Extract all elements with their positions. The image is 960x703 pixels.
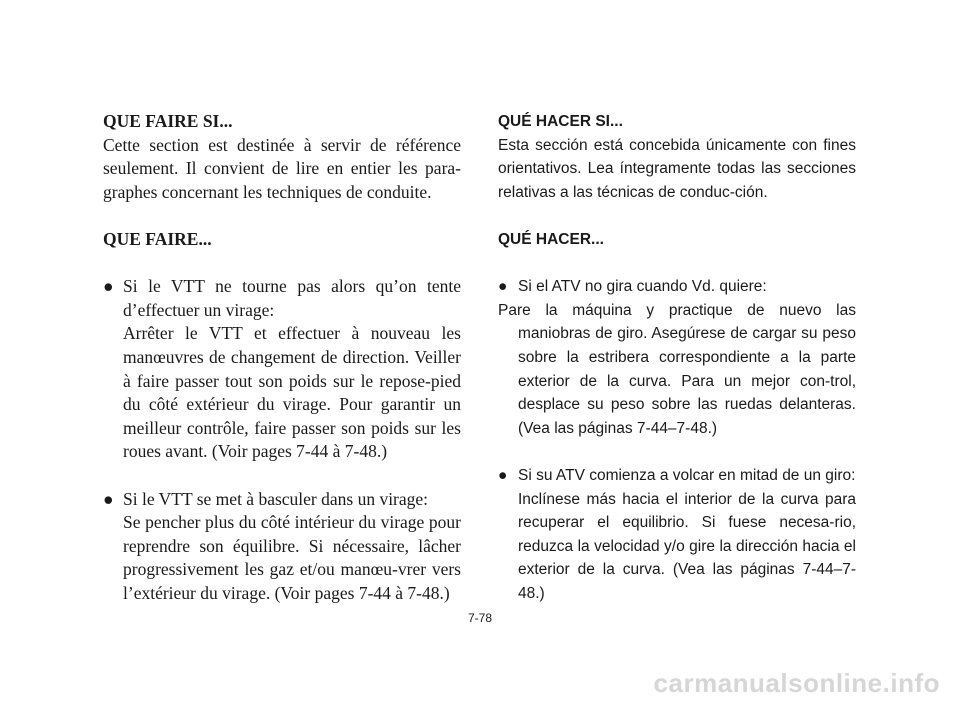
spanish-intro-paragraph: Esta sección está concebida únicamente con fines orientativos. Lea íntegramente todas las secciones relativas a las técnicas de conduc-ción. [498,136,856,201]
spanish-subheading: QUÉ HACER... [498,230,604,248]
page-number: 7-78 [467,611,493,625]
french-column [103,110,461,605]
french-bullet-text: Si le VTT ne tourne pas alors qu’on tente d’effectuer un virage: [123,276,461,320]
french-subheading: QUE FAIRE... [103,228,212,249]
spanish-section-heading: QUÉ HACER SI... [498,113,623,130]
spanish-column [498,110,856,605]
spanish-bullet-text: Si su ATV comienza a volcar en mitad de un giro: [518,466,856,484]
spanish-bullet-text: Si el ATV no gira cuando Vd. quiere: [518,278,767,296]
spanish-bullet-item [498,464,856,488]
french-bullet-body: Arrêter le VTT et effectuer à nouveau les manœuvres de changement de direction. Veiller à faire passer tout son poids sur le repose-pied du côté extérieur du virage. Pour garantir un meilleur contrôle, faire passer son poids sur les roues avant. (Voir pages 7-44 à 7-48.) [123,323,461,462]
bullet-icon: ● [103,276,114,297]
watermark: carmanualsonline.info [653,668,940,698]
french-section-heading: QUE FAIRE SI... [103,111,233,131]
french-bullet-item [103,488,461,512]
spanish-bullet-body: Inclínese más hacia el interior de la curva para recuperar el equilibrio. Si fuese necesa-rio, reduzca la velocidad y/o gire la dirección hacia el exterior de la curva. (Vea las páginas 7-44–7-48.) [518,490,856,602]
bullet-icon: ● [103,488,114,509]
bullet-icon: ● [498,278,508,296]
spanish-bullet-item [498,275,856,299]
spanish-bullet-body: Pare la máquina y practique de nuevo las maniobras de giro. Asegúrese de cargar su peso sobre la estribera correspondiente a la parte exterior de la curva. Para un mejor con-trol, desplace su peso sobre las ruedas delanteras. (Vea las páginas 7-44–7-48.) [498,301,856,437]
french-intro-paragraph: Cette section est destinée à servir de référence seulement. Il convient de lire en entier les para-graphes concernant les techniques de conduite. [103,134,461,202]
bullet-icon: ● [498,466,508,484]
french-bullet-text: Si le VTT se met à basculer dans un virage: [123,488,429,509]
french-bullet-item [103,275,461,322]
french-bullet-body: Se pencher plus du côté intérieur du virage pour reprendre son équilibre. Si nécessaire, lâcher progressivement les gaz et/ou manœu-vrer vers l’extérieur du virage. (Voir pages 7-44 à 7-48.) [123,512,461,603]
